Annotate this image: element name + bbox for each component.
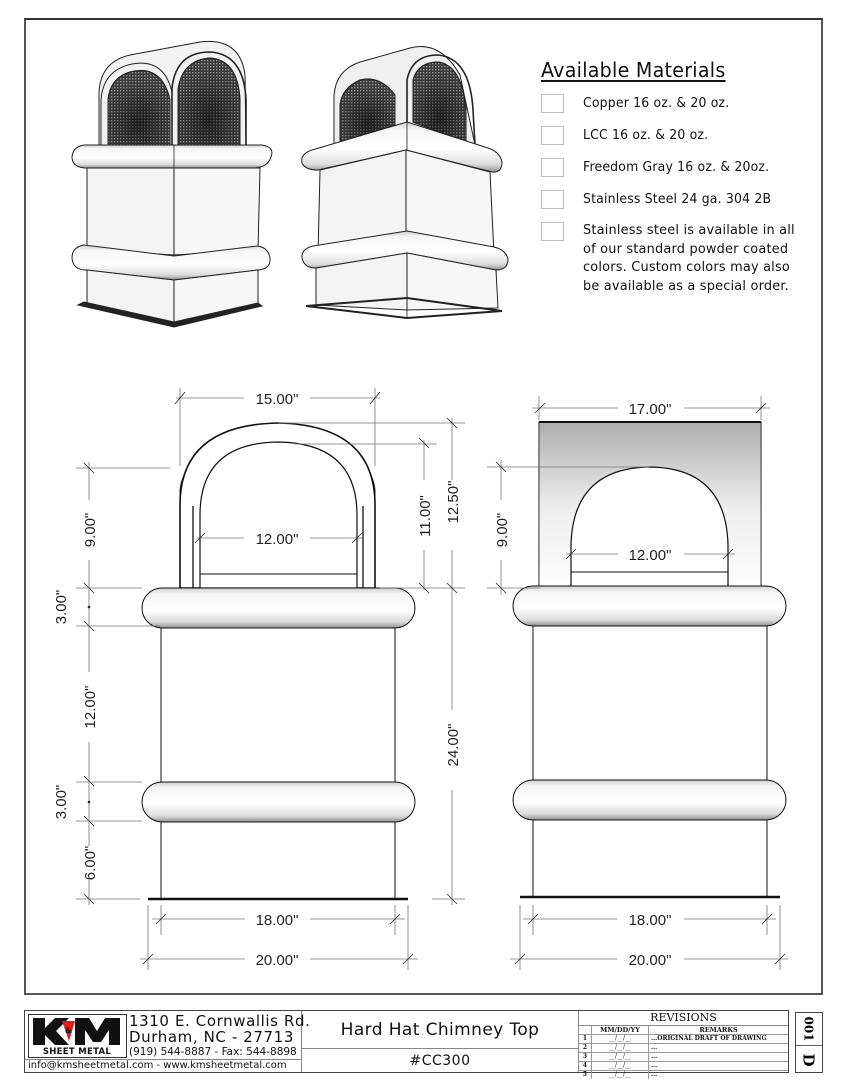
rev-date: __/__/__ xyxy=(592,1053,649,1062)
dim-flange-width: 20.00" xyxy=(255,952,299,969)
material-checkbox[interactable] xyxy=(541,126,564,145)
side-elevation xyxy=(487,396,788,970)
dim-side-arch-height: 9.00" xyxy=(494,512,511,548)
material-checkbox[interactable] xyxy=(541,94,564,113)
dim-upper-body-height: 12.00" xyxy=(82,685,99,729)
dim-lower-band-height: 3.00" xyxy=(53,784,70,820)
material-label: LCC 16 oz. & 20 oz. xyxy=(583,128,709,143)
material-option-stainless[interactable] xyxy=(541,190,821,209)
material-label: Freedom Gray 16 oz. & 20oz. xyxy=(583,160,770,175)
dim-side-inner-arch-width: 12.00" xyxy=(628,547,672,564)
rev-remarks: ... xyxy=(649,1053,789,1062)
material-label: Stainless Steel 24 ga. 304 2B xyxy=(583,192,772,207)
materials-heading: Available Materials xyxy=(541,58,726,82)
rev-num: 5 xyxy=(579,1071,592,1080)
logo-tagline: SHEET METAL xyxy=(42,1047,112,1056)
dim-arch-inner-height: 11.00" xyxy=(417,495,434,537)
rev-date: __/__/__ xyxy=(592,1044,649,1053)
revision-row xyxy=(579,1062,788,1071)
material-label: Stainless steel is available in all of our standard powder coated colors. Custom colors may also be available as a special order. xyxy=(583,223,795,294)
material-option-freedom-gray[interactable] xyxy=(541,158,821,177)
drawing-title-cell xyxy=(302,1011,579,1072)
drawing-title: Hard Hat Chimney Top xyxy=(302,1011,578,1049)
dim-base-height: 6.00" xyxy=(82,845,99,881)
rev-num-header xyxy=(579,1026,592,1035)
rev-date-header: MM/DD/YY xyxy=(592,1026,649,1035)
rev-num: 3 xyxy=(579,1053,592,1062)
revision-row xyxy=(579,1053,788,1062)
material-checkbox[interactable] xyxy=(541,222,564,241)
rev-date: __/__/__ xyxy=(592,1035,649,1044)
rev-remarks: ...ORIGINAL DRAFT OF DRAWING xyxy=(649,1035,789,1044)
rev-remarks: ... xyxy=(649,1044,789,1053)
rev-remarks-header: REMARKS xyxy=(649,1026,789,1035)
materials-panel xyxy=(541,58,821,309)
sheet-id-box xyxy=(795,1012,823,1073)
rev-remarks: ... xyxy=(651,1071,658,1078)
revisions-table xyxy=(579,1011,788,1078)
front-elevation xyxy=(53,388,465,970)
dim-side-flange-width: 20.00" xyxy=(628,952,672,969)
rev-remarks: ... xyxy=(649,1062,789,1071)
contact-email-web[interactable]: info@kmsheetmetal.com - www.kmsheetmetal.com xyxy=(25,1059,301,1072)
revisions-heading: REVISIONS xyxy=(579,1011,788,1026)
svg-text:&: & xyxy=(65,1026,72,1035)
isometric-view-front xyxy=(72,41,272,327)
rev-num: 2 xyxy=(579,1044,592,1053)
dim-inner-arch-width: 12.00" xyxy=(255,531,299,548)
title-block xyxy=(24,1010,789,1078)
rev-date: __/__/__ xyxy=(592,1071,649,1080)
rev-date: __/__/__ xyxy=(592,1062,649,1071)
dim-arch-height: 9.00" xyxy=(82,512,99,548)
material-checkbox[interactable] xyxy=(541,190,564,209)
sheet-number: 001 xyxy=(802,1016,816,1042)
material-checkbox[interactable] xyxy=(541,158,564,177)
address-line-1: 1310 E. Cornwallis Rd. xyxy=(129,1012,311,1030)
company-logo xyxy=(28,1014,127,1058)
material-option-copper[interactable] xyxy=(541,94,821,113)
dim-hood-width: 17.00" xyxy=(628,401,672,418)
address-line-2: Durham, NC - 27713 xyxy=(129,1028,294,1046)
phone-fax: (919) 544-8887 - Fax: 544-8898 xyxy=(129,1046,297,1058)
sheet-size: D xyxy=(799,1052,818,1067)
company-info xyxy=(25,1011,311,1072)
km-logo-icon xyxy=(29,1015,125,1056)
dim-top-width: 15.00" xyxy=(255,391,299,408)
dim-body-total-height: 24.00" xyxy=(445,723,462,767)
isometric-view-corner xyxy=(302,47,508,318)
part-number: #CC300 xyxy=(409,1052,471,1069)
material-option-lcc[interactable] xyxy=(541,126,821,145)
material-label: Copper 16 oz. & 20 oz. xyxy=(583,96,730,111)
dim-side-body-width: 18.00" xyxy=(628,912,672,929)
revision-row xyxy=(579,1071,788,1080)
revision-row xyxy=(579,1044,788,1053)
dim-top-band-height: 3.00" xyxy=(53,589,70,625)
material-option-powder-coated[interactable] xyxy=(541,222,821,296)
rev-num: 4 xyxy=(579,1062,592,1071)
rev-num: 1 xyxy=(579,1035,592,1044)
revision-row xyxy=(579,1035,788,1044)
dim-arch-outer-height: 12.50" xyxy=(445,480,462,524)
dim-body-width: 18.00" xyxy=(255,912,299,929)
